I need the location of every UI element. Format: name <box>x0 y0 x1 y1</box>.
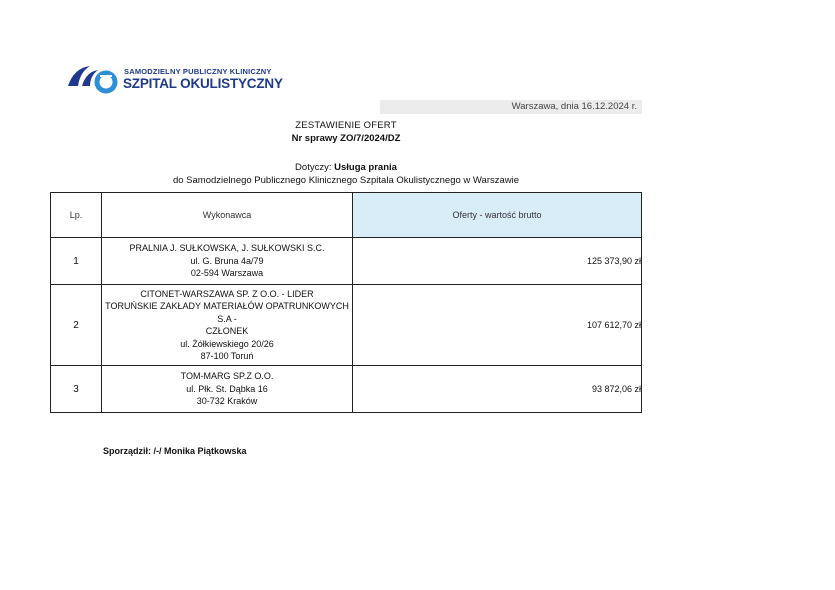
table-row <box>51 238 642 285</box>
row-contractor <box>102 366 353 413</box>
contractor-line: TOM-MARG SP.Z O.O. <box>180 371 274 382</box>
table-header-row <box>51 193 642 238</box>
subject-prefix: Dotyczy: <box>295 162 335 173</box>
row-contractor <box>102 285 353 366</box>
row-lp: 1 <box>51 238 102 285</box>
eye-logo-icon <box>66 62 122 96</box>
logo-line-1: SAMODZIELNY PUBLICZNY KLINICZNY <box>124 67 272 76</box>
contractor-line: TORUŃSKIE ZAKŁADY MATERIAŁÓW OPATRUNKOWYCH S.A - <box>105 301 349 324</box>
row-lp: 3 <box>51 366 102 413</box>
row-offer-value: 93 872,06 zł <box>353 366 642 413</box>
table-row <box>51 285 642 366</box>
header-lp: Lp. <box>51 193 102 238</box>
contractor-line: ul. Żółkiewskiego 20/26 <box>180 338 274 349</box>
case-number: Nr sprawy ZO/7/2024/DZ <box>291 133 401 144</box>
document-title: ZESTAWIENIE OFERT <box>295 120 397 131</box>
contractor-line: ul. Płk. St. Dąbka 16 <box>186 383 268 394</box>
subject-line <box>50 162 642 173</box>
hospital-logo <box>66 62 283 96</box>
contractor-line: CZŁONEK <box>205 326 249 336</box>
row-lp: 2 <box>51 285 102 366</box>
date-line: Warszawa, dnia 16.12.2024 r. <box>380 100 642 114</box>
contractor-line: CITONET-WARSZAWA SP. Z O.O. - LIDER <box>140 288 314 299</box>
contractor-line: 87-100 Toruń <box>200 351 254 361</box>
prepared-by: Sporządził: /-/ Monika Piątkowska <box>103 446 247 456</box>
contractor-line: PRALNIA J. SUŁKOWSKA, J. SUŁKOWSKI S.C. <box>129 243 325 254</box>
row-contractor <box>102 238 353 285</box>
logo-line-2: SZPITAL OKULISTYCZNY <box>123 76 283 91</box>
contractor-line: 02-594 Warszawa <box>190 268 264 279</box>
contractor-line: ul. G. Bruna 4a/79 <box>190 255 264 266</box>
row-offer-value: 107 612,70 zł <box>353 285 642 366</box>
header-contractor: Wykonawca <box>102 193 353 238</box>
contractor-line: 30-732 Kraków <box>196 396 258 407</box>
header-offer: Oferty - wartość brutto <box>353 193 642 238</box>
recipient-line: do Samodzielnego Publicznego Klinicznego Szpitala Okulistycznego w Warszawie <box>172 175 520 186</box>
offers-table <box>50 192 642 413</box>
row-offer-value: 125 373,90 zł <box>353 238 642 285</box>
subject-service: Usługa prania <box>334 162 397 173</box>
table-row <box>51 366 642 413</box>
